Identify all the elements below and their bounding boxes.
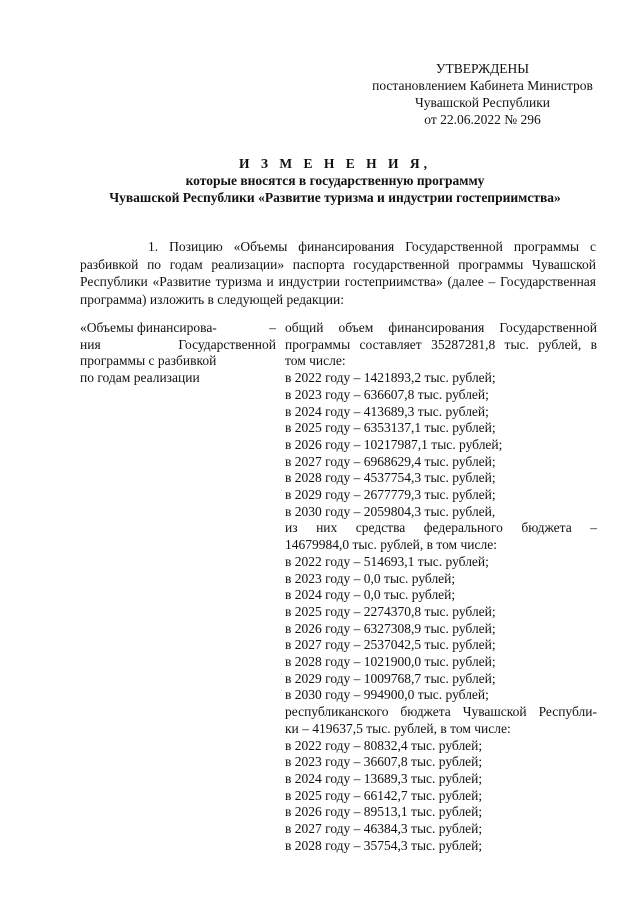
- total-intro-line: [285, 320, 597, 337]
- total-year-line: в 2029 году – 2677779,3 тыс. рублей;: [285, 487, 496, 503]
- federal-year-line: в 2030 году – 994900,0 тыс. рублей;: [285, 687, 489, 703]
- republic-year-line: в 2023 году – 36607,8 тыс. рублей;: [285, 754, 483, 770]
- word: Чувашской: [462, 704, 527, 720]
- approval-line: Чувашской Республики: [414, 95, 551, 110]
- word: тыс.: [504, 336, 529, 352]
- total-year-line: в 2025 году – 6353137,1 тыс. рублей;: [285, 420, 496, 436]
- document-heading: [80, 155, 590, 206]
- federal-year-line: в 2028 году – 1021900,0 тыс. рублей;: [285, 654, 496, 670]
- word: них: [316, 520, 338, 536]
- approval-title: УТВЕРЖДЕНЫ: [435, 61, 530, 76]
- label-dash: –: [269, 320, 276, 335]
- heading-subtitle: Чувашской Республики «Развитие туризма и индустрии гостеприимства»: [109, 190, 561, 205]
- republic-year-line: в 2024 году – 13689,3 тыс. рублей;: [285, 770, 483, 786]
- federal-year-line: в 2029 году – 1009768,7 тыс. рублей;: [285, 670, 496, 686]
- federal-year-line: в 2027 году – 2537042,5 тыс. рублей;: [285, 637, 496, 653]
- word: –: [590, 520, 597, 536]
- word: объем: [338, 320, 374, 335]
- federal-year-line: в 2022 году – 514693,1 тыс. рублей;: [285, 553, 489, 569]
- position-label: [80, 320, 276, 387]
- total-year-line: в 2022 году – 1421893,2 тыс. рублей;: [285, 370, 496, 386]
- word: бюджета: [521, 520, 572, 536]
- republic-intro-line: ки – 419637,5 тыс. рублей, в том числе:: [285, 720, 511, 736]
- total-intro-line: том числе:: [285, 353, 346, 369]
- label-line: по годам реализации: [80, 370, 200, 386]
- federal-year-line: в 2023 году – 0,0 тыс. рублей;: [285, 570, 456, 586]
- total-year-line: в 2027 году – 6968629,4 тыс. рублей;: [285, 453, 496, 469]
- heading-title: И З М Е Н Е Н И Я,: [238, 156, 431, 171]
- financing-details: [285, 320, 597, 855]
- word: рублей,: [538, 336, 582, 352]
- approval-date-number: от 22.06.2022 № 296: [424, 112, 541, 127]
- word: из: [285, 520, 298, 536]
- republic-year-line: в 2025 году – 66142,7 тыс. рублей;: [285, 787, 483, 803]
- heading-subtitle: которые вносятся в государственную программу: [185, 173, 485, 188]
- total-year-line: в 2024 году – 413689,3 тыс. рублей;: [285, 403, 489, 419]
- word: программы: [285, 336, 351, 352]
- total-year-line: в 2023 году – 636607,8 тыс. рублей;: [285, 386, 489, 402]
- republic-year-line: в 2027 году – 46384,3 тыс. рублей;: [285, 821, 483, 837]
- intro-paragraph: 1. Позицию «Объемы финансирования Государственной программы с разбивкой по годам реализации» паспорта государственной программы Чувашской Республики «Развитие туризма и индустрии гостеприимства» (далее – Государственная программа) изложить в следующей редакции:: [80, 239, 596, 307]
- federal-year-line: в 2025 году – 2274370,8 тыс. рублей;: [285, 603, 496, 619]
- approval-line: постановлением Кабинета Министров: [372, 78, 593, 93]
- republic-year-line: в 2022 году – 80832,4 тыс. рублей;: [285, 737, 483, 753]
- word: Республи-: [538, 704, 597, 720]
- republic-year-line: в 2028 году – 35754,3 тыс. рублей;: [285, 837, 483, 853]
- total-intro-line: [285, 337, 597, 354]
- republic-year-line: в 2026 году – 89513,1 тыс. рублей;: [285, 804, 483, 820]
- approval-stamp: [360, 60, 605, 128]
- word: федерального: [423, 520, 503, 536]
- word: средства: [355, 520, 406, 536]
- word: бюджета: [400, 704, 451, 720]
- federal-intro-line: 14679984,0 тыс. рублей, в том числе:: [285, 537, 497, 553]
- total-year-line: в 2028 году – 4537754,3 тыс. рублей;: [285, 470, 496, 486]
- word: республиканского: [285, 704, 389, 720]
- total-year-line: в 2026 году – 10217987,1 тыс. рублей;: [285, 436, 503, 452]
- label-line: [80, 320, 276, 337]
- word: финансирования: [388, 320, 485, 335]
- label-text: Государственной: [178, 336, 276, 352]
- label-text: «Объемы финансирова-: [80, 320, 217, 335]
- word: составляет: [359, 336, 422, 352]
- label-text: ния: [80, 336, 101, 352]
- label-line: программы с разбивкой: [80, 353, 217, 369]
- federal-year-line: в 2024 году – 0,0 тыс. рублей;: [285, 587, 456, 603]
- republic-intro-line: [285, 704, 597, 721]
- total-year-line: в 2030 году – 2059804,3 тыс. рублей,: [285, 503, 496, 519]
- word: Государственной: [499, 320, 597, 335]
- federal-intro-line: [285, 520, 597, 537]
- federal-year-line: в 2026 году – 6327308,9 тыс. рублей;: [285, 620, 496, 636]
- label-line: [80, 337, 276, 354]
- word: общий: [285, 320, 324, 335]
- total-amount: 35287281,8: [431, 336, 496, 352]
- word: в: [590, 336, 597, 352]
